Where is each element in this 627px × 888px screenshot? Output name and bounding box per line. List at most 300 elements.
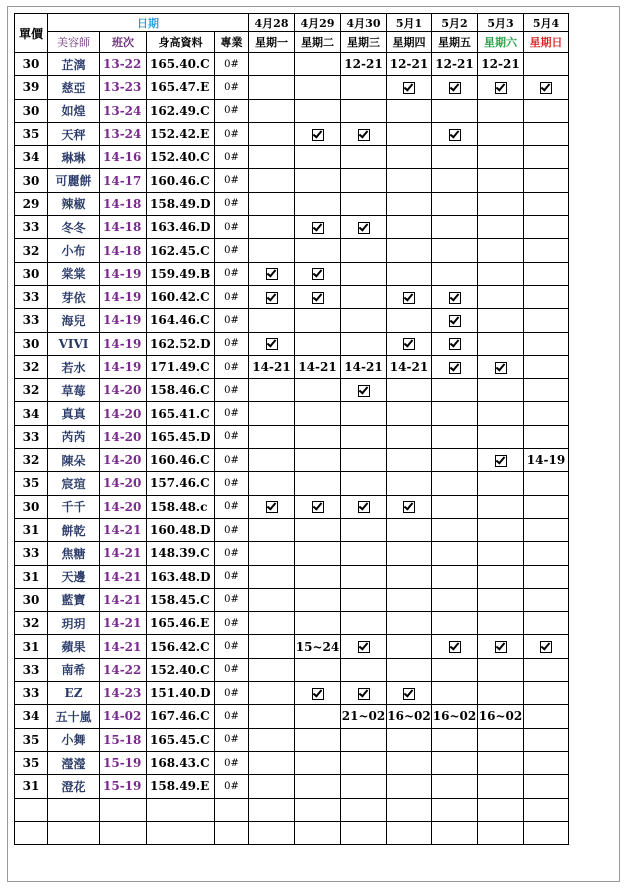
day-cell [432, 239, 478, 262]
day-cell [432, 402, 478, 425]
stylist-name-cell: 琳琳 [48, 146, 100, 169]
table-row [15, 53, 569, 76]
day-cell [295, 565, 341, 588]
day-cell [341, 216, 387, 239]
checkbox-checked-icon [312, 129, 324, 141]
pro-cell: 0# [215, 76, 249, 99]
table-row [15, 658, 569, 681]
table-row [15, 402, 569, 425]
table-row [15, 728, 569, 751]
day-cell [295, 146, 341, 169]
day-cell [387, 285, 432, 308]
checkbox-checked-icon [449, 338, 461, 350]
day-cell [432, 542, 478, 565]
day-cell [387, 658, 432, 681]
height-cell: 165.45.C [147, 728, 215, 751]
day-cell [249, 402, 295, 425]
day-cell [478, 262, 524, 285]
day-cell [524, 565, 569, 588]
day-cell [524, 658, 569, 681]
day-cell [432, 192, 478, 215]
height-cell: 158.49.D [147, 192, 215, 215]
day-cell [524, 635, 569, 658]
table-row [15, 169, 569, 192]
day-cell [478, 285, 524, 308]
day-cell: 12-21 [341, 53, 387, 76]
pro-cell: 0# [215, 495, 249, 518]
day-cell [249, 169, 295, 192]
checkbox-checked-icon [403, 292, 415, 304]
price-cell: 30 [15, 332, 48, 355]
price-cell: 33 [15, 309, 48, 332]
day-cell: 12-21 [387, 53, 432, 76]
height-cell: 164.46.C [147, 309, 215, 332]
day-cell [295, 216, 341, 239]
stylist-name-cell: 五十嵐 [48, 705, 100, 728]
height-cell: 162.45.C [147, 239, 215, 262]
price-cell: 34 [15, 402, 48, 425]
day-cell [249, 705, 295, 728]
pro-cell: 0# [215, 705, 249, 728]
checkbox-checked-icon [312, 268, 324, 280]
day-cell [478, 216, 524, 239]
day-cell [249, 309, 295, 332]
day-cell [295, 122, 341, 145]
price-cell: 31 [15, 565, 48, 588]
day-cell [341, 472, 387, 495]
pro-cell: 0# [215, 122, 249, 145]
day-cell [524, 542, 569, 565]
table-row [15, 309, 569, 332]
price-cell: 35 [15, 472, 48, 495]
date-header: 4月28 [249, 14, 295, 32]
day-cell [432, 122, 478, 145]
height-cell: 152.42.E [147, 122, 215, 145]
shift-cell: 14-02 [100, 705, 147, 728]
table-row [15, 239, 569, 262]
price-cell: 33 [15, 542, 48, 565]
day-cell [432, 588, 478, 611]
price-cell: 30 [15, 495, 48, 518]
day-cell [432, 216, 478, 239]
empty-cell [387, 821, 432, 844]
day-cell [524, 705, 569, 728]
empty-cell [249, 821, 295, 844]
day-cell [249, 122, 295, 145]
day-cell [341, 565, 387, 588]
day-cell [249, 612, 295, 635]
price-cell: 32 [15, 449, 48, 472]
day-cell [295, 472, 341, 495]
day-cell [432, 612, 478, 635]
day-cell [295, 425, 341, 448]
price-cell: 30 [15, 53, 48, 76]
checkbox-checked-icon [449, 641, 461, 653]
pro-cell: 0# [215, 146, 249, 169]
stylist-name-cell: 芮芮 [48, 425, 100, 448]
pro-cell: 0# [215, 262, 249, 285]
height-cell: 157.46.C [147, 472, 215, 495]
day-cell: 12-21 [432, 53, 478, 76]
pro-cell: 0# [215, 588, 249, 611]
stylist-name-cell: 可麗餅 [48, 169, 100, 192]
table-row [15, 495, 569, 518]
day-cell [295, 76, 341, 99]
date-header: 5月1 [387, 14, 432, 32]
day-cell [387, 216, 432, 239]
pro-cell: 0# [215, 728, 249, 751]
header-row-dates [15, 14, 569, 32]
day-cell [524, 355, 569, 378]
checkbox-checked-icon [266, 268, 278, 280]
day-cell [387, 122, 432, 145]
stylist-name-cell: 千千 [48, 495, 100, 518]
day-cell [387, 262, 432, 285]
checkbox-checked-icon [358, 688, 370, 700]
day-cell [524, 99, 569, 122]
day-cell [478, 472, 524, 495]
day-cell [341, 775, 387, 798]
day-cell [341, 682, 387, 705]
checkbox-checked-icon [403, 82, 415, 94]
height-cell: 163.46.D [147, 216, 215, 239]
date-header: 4月29 [295, 14, 341, 32]
day-cell [478, 239, 524, 262]
stylist-name-cell: 陳朵 [48, 449, 100, 472]
day-cell [341, 542, 387, 565]
date-header: 5月3 [478, 14, 524, 32]
day-cell [432, 146, 478, 169]
shift-cell: 15-19 [100, 751, 147, 774]
shift-cell: 13-22 [100, 53, 147, 76]
empty-row [15, 821, 569, 844]
day-cell [341, 332, 387, 355]
shift-header: 班次 [100, 32, 147, 53]
pro-cell: 0# [215, 192, 249, 215]
day-cell [249, 99, 295, 122]
day-cell [432, 309, 478, 332]
empty-cell [341, 821, 387, 844]
empty-cell [478, 798, 524, 821]
day-cell [432, 751, 478, 774]
day-cell [387, 751, 432, 774]
weekday-header: 星期四 [387, 32, 432, 53]
day-cell [478, 518, 524, 541]
checkbox-checked-icon [312, 222, 324, 234]
price-cell: 35 [15, 122, 48, 145]
day-cell [341, 612, 387, 635]
day-cell [478, 122, 524, 145]
shift-cell: 14-19 [100, 309, 147, 332]
stylist-name-cell: 芷漓 [48, 53, 100, 76]
day-cell [249, 658, 295, 681]
checkbox-checked-icon [312, 501, 324, 513]
price-cell: 33 [15, 658, 48, 681]
stylist-name-cell: 真真 [48, 402, 100, 425]
empty-cell [215, 821, 249, 844]
empty-cell [432, 798, 478, 821]
height-cell: 159.49.B [147, 262, 215, 285]
price-cell: 30 [15, 99, 48, 122]
stylist-name-cell: 小布 [48, 239, 100, 262]
day-cell [295, 332, 341, 355]
day-cell [387, 612, 432, 635]
stylist-name-cell: 草莓 [48, 379, 100, 402]
day-cell [249, 728, 295, 751]
pro-cell: 0# [215, 635, 249, 658]
day-cell: 14-21 [341, 355, 387, 378]
checkbox-checked-icon [403, 688, 415, 700]
day-cell [478, 449, 524, 472]
height-cell: 160.46.C [147, 169, 215, 192]
table-row [15, 122, 569, 145]
day-cell [295, 612, 341, 635]
price-cell: 34 [15, 146, 48, 169]
checkbox-checked-icon [449, 129, 461, 141]
day-cell: 14-21 [387, 355, 432, 378]
day-cell [387, 379, 432, 402]
stylist-name-cell: EZ [48, 682, 100, 705]
price-cell: 32 [15, 239, 48, 262]
day-cell [295, 705, 341, 728]
day-cell [249, 588, 295, 611]
checkbox-checked-icon [449, 292, 461, 304]
pro-cell: 0# [215, 472, 249, 495]
day-cell [478, 682, 524, 705]
pro-cell: 0# [215, 612, 249, 635]
shift-cell: 14-21 [100, 588, 147, 611]
table-row [15, 99, 569, 122]
pro-cell: 0# [215, 542, 249, 565]
schedule-table [14, 13, 569, 845]
day-cell [524, 775, 569, 798]
shift-cell: 14-20 [100, 495, 147, 518]
empty-cell [15, 821, 48, 844]
height-cell: 160.42.C [147, 285, 215, 308]
day-cell [295, 402, 341, 425]
height-cell: 158.46.C [147, 379, 215, 402]
empty-cell [387, 798, 432, 821]
day-cell: 21~02 [341, 705, 387, 728]
day-cell [432, 449, 478, 472]
empty-cell [524, 821, 569, 844]
day-cell [249, 565, 295, 588]
height-cell: 158.45.C [147, 588, 215, 611]
day-cell [478, 588, 524, 611]
day-cell [524, 518, 569, 541]
stylist-name-cell: 如煌 [48, 99, 100, 122]
day-cell [249, 216, 295, 239]
day-cell [249, 239, 295, 262]
weekday-header-sunday: 星期日 [524, 32, 569, 53]
schedule-body [15, 53, 569, 845]
day-cell [432, 76, 478, 99]
day-cell [524, 216, 569, 239]
day-cell [524, 285, 569, 308]
day-cell [341, 449, 387, 472]
day-cell [387, 169, 432, 192]
day-cell [249, 192, 295, 215]
day-cell [478, 379, 524, 402]
day-cell [341, 495, 387, 518]
stylist-name-cell: 宸瑄 [48, 472, 100, 495]
stylist-name-cell: 天邊 [48, 565, 100, 588]
price-header: 單價 [15, 14, 48, 53]
shift-cell: 14-19 [100, 262, 147, 285]
table-row [15, 76, 569, 99]
day-cell [249, 472, 295, 495]
day-cell [249, 332, 295, 355]
day-cell [432, 472, 478, 495]
height-cell: 148.39.C [147, 542, 215, 565]
shift-cell: 14-21 [100, 612, 147, 635]
price-cell: 33 [15, 682, 48, 705]
height-header: 身高資料 [147, 32, 215, 53]
price-cell: 30 [15, 262, 48, 285]
date-header: 5月4 [524, 14, 569, 32]
header-row-columns [15, 32, 569, 53]
day-cell: 15~24 [295, 635, 341, 658]
day-cell [478, 751, 524, 774]
height-cell: 152.40.C [147, 146, 215, 169]
day-cell [295, 309, 341, 332]
checkbox-checked-icon [449, 315, 461, 327]
day-cell [341, 658, 387, 681]
checkbox-checked-icon [358, 385, 370, 397]
day-cell [295, 542, 341, 565]
day-cell [249, 425, 295, 448]
price-cell: 35 [15, 728, 48, 751]
day-cell [341, 728, 387, 751]
shift-cell: 14-20 [100, 402, 147, 425]
day-cell [249, 682, 295, 705]
pro-cell: 0# [215, 285, 249, 308]
checkbox-checked-icon [495, 362, 507, 374]
day-cell [295, 751, 341, 774]
day-cell [295, 262, 341, 285]
day-cell [341, 518, 387, 541]
day-cell [295, 285, 341, 308]
day-cell [295, 169, 341, 192]
table-row [15, 751, 569, 774]
day-cell [432, 728, 478, 751]
checkbox-checked-icon [312, 292, 324, 304]
price-cell: 35 [15, 751, 48, 774]
day-cell [524, 682, 569, 705]
day-cell [524, 309, 569, 332]
day-cell [432, 169, 478, 192]
day-cell [249, 775, 295, 798]
table-row [15, 705, 569, 728]
price-cell: 33 [15, 285, 48, 308]
day-cell [387, 565, 432, 588]
day-cell [387, 425, 432, 448]
day-cell [478, 635, 524, 658]
day-cell [524, 728, 569, 751]
price-cell: 29 [15, 192, 48, 215]
weekday-header: 星期五 [432, 32, 478, 53]
shift-cell: 14-20 [100, 449, 147, 472]
height-cell: 162.49.C [147, 99, 215, 122]
day-cell [478, 542, 524, 565]
shift-cell: 14-19 [100, 332, 147, 355]
day-cell: 16~02 [387, 705, 432, 728]
shift-cell: 14-21 [100, 542, 147, 565]
table-row [15, 449, 569, 472]
day-cell [387, 542, 432, 565]
empty-cell [48, 798, 100, 821]
empty-cell [295, 821, 341, 844]
price-cell: 31 [15, 775, 48, 798]
day-cell [341, 379, 387, 402]
day-cell [249, 495, 295, 518]
checkbox-checked-icon [403, 501, 415, 513]
height-cell: 165.46.E [147, 612, 215, 635]
price-cell: 30 [15, 169, 48, 192]
table-row [15, 682, 569, 705]
weekday-header: 星期二 [295, 32, 341, 53]
pro-cell: 0# [215, 658, 249, 681]
price-cell: 34 [15, 705, 48, 728]
pro-cell: 0# [215, 239, 249, 262]
checkbox-checked-icon [495, 641, 507, 653]
day-cell [295, 728, 341, 751]
empty-row [15, 798, 569, 821]
stylist-name-cell: 瀅瀅 [48, 751, 100, 774]
day-cell [478, 495, 524, 518]
day-cell [524, 495, 569, 518]
day-cell [249, 379, 295, 402]
day-cell [249, 635, 295, 658]
pro-cell: 0# [215, 379, 249, 402]
height-cell: 156.42.C [147, 635, 215, 658]
stylist-name-cell: 海兒 [48, 309, 100, 332]
pro-cell: 0# [215, 216, 249, 239]
weekday-header: 星期三 [341, 32, 387, 53]
day-cell [341, 99, 387, 122]
shift-cell: 14-18 [100, 192, 147, 215]
weekday-header: 星期一 [249, 32, 295, 53]
checkbox-checked-icon [495, 82, 507, 94]
day-cell [387, 76, 432, 99]
day-cell [387, 332, 432, 355]
day-cell [295, 99, 341, 122]
shift-cell: 14-18 [100, 239, 147, 262]
day-cell [387, 728, 432, 751]
day-cell [387, 309, 432, 332]
day-cell [341, 285, 387, 308]
price-cell: 32 [15, 355, 48, 378]
table-row [15, 355, 569, 378]
day-cell [387, 518, 432, 541]
price-cell: 32 [15, 379, 48, 402]
day-cell [432, 682, 478, 705]
day-cell [249, 449, 295, 472]
day-cell [249, 542, 295, 565]
day-cell [341, 635, 387, 658]
pro-cell: 0# [215, 355, 249, 378]
day-cell [478, 309, 524, 332]
stylist-name-cell: 玥玥 [48, 612, 100, 635]
table-row [15, 588, 569, 611]
day-cell [432, 518, 478, 541]
day-cell [341, 239, 387, 262]
day-cell [341, 76, 387, 99]
day-cell [478, 728, 524, 751]
day-cell [478, 775, 524, 798]
height-cell: 152.40.C [147, 658, 215, 681]
empty-cell [478, 821, 524, 844]
